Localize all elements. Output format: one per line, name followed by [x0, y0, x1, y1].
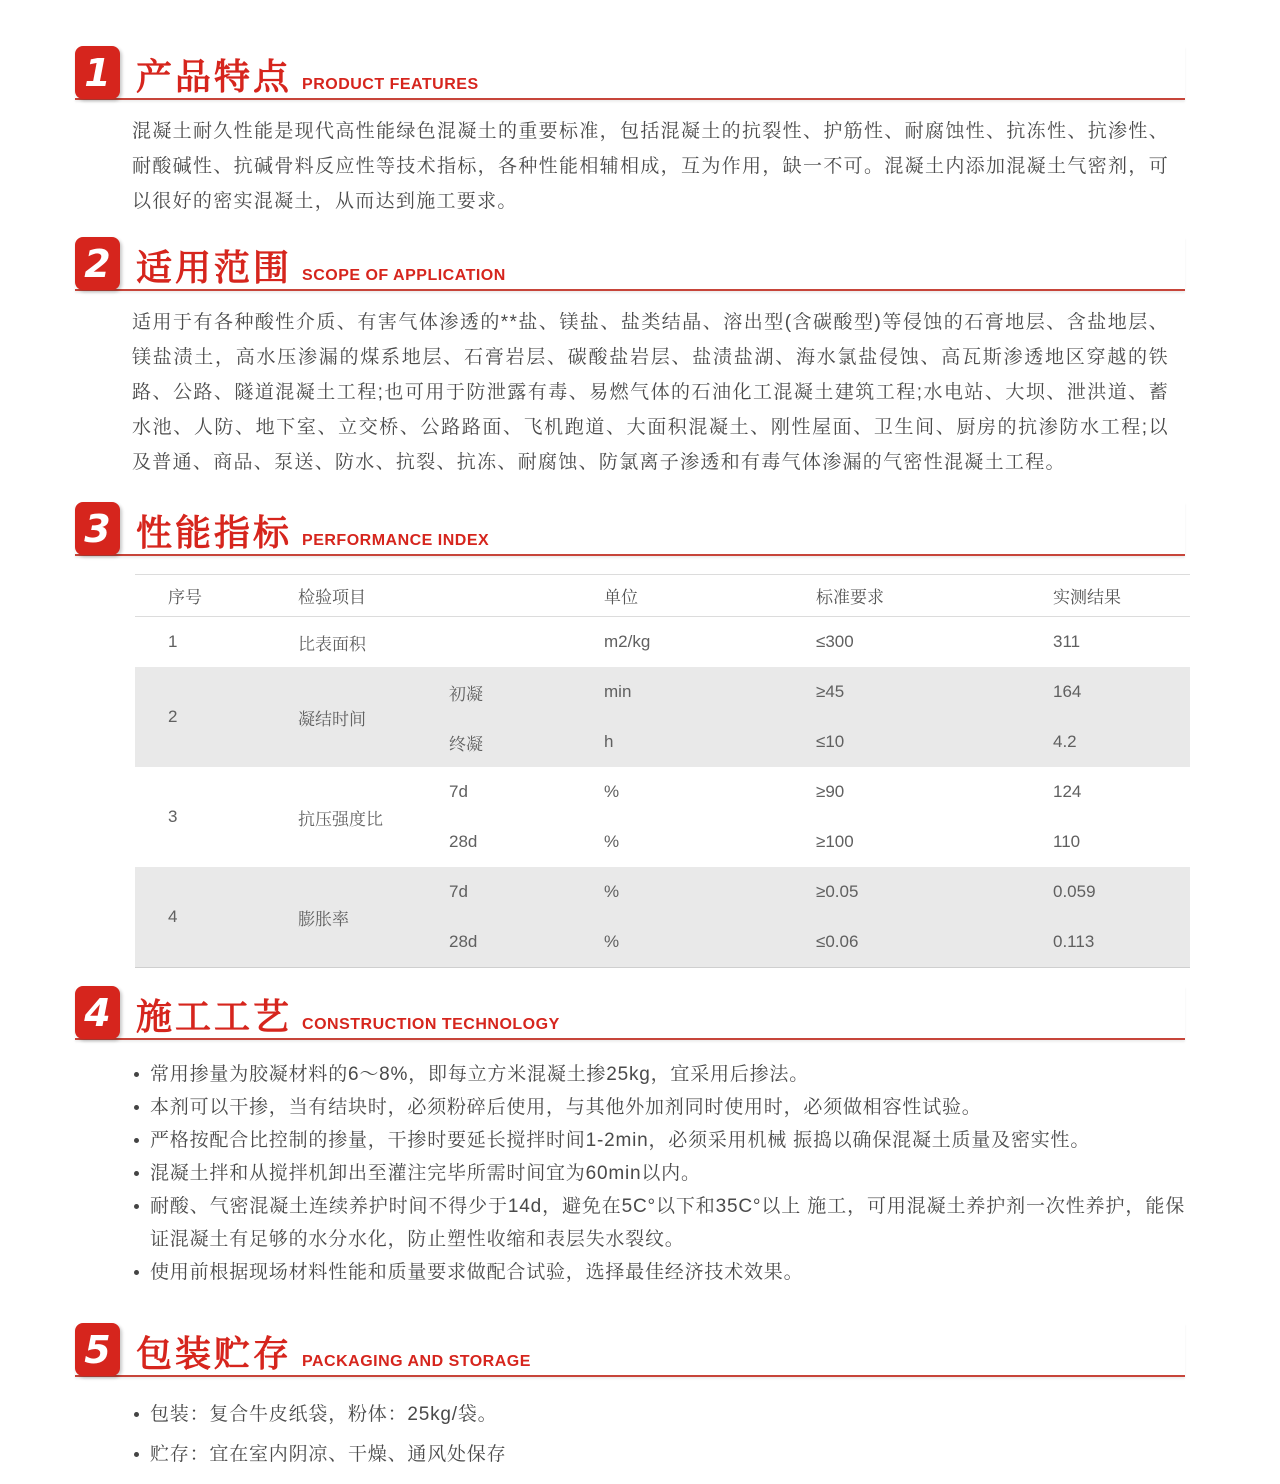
- cell-req: ≤0.06: [816, 932, 859, 951]
- bullet-icon: [134, 1072, 139, 1077]
- cell-no: 2: [168, 707, 178, 726]
- list-item: [134, 1256, 1185, 1289]
- cell-result: 164: [1053, 682, 1082, 701]
- section-subtitle: PRODUCT FEATURES: [302, 76, 479, 93]
- bullet-text: 本剂可以干掺，当有结块时，必须粉碎后使用，与其他外加剂同时使用时，必须做相容性试验。: [150, 1097, 982, 1118]
- cell-result: 110: [1053, 832, 1081, 851]
- table-row: [449, 617, 1190, 667]
- list-item: [134, 1157, 1185, 1190]
- table-row: [449, 717, 1190, 767]
- section-packaging-and-storage: [75, 1323, 1185, 1475]
- bullet-icon: [134, 1204, 139, 1209]
- section-header: [75, 237, 1185, 291]
- section-number-badge: 4: [75, 986, 120, 1039]
- section-title: 包装贮存: [136, 1333, 293, 1374]
- section-subtitle: SCOPE OF APPLICATION: [302, 267, 506, 284]
- bullet-icon: [134, 1452, 139, 1457]
- table-row: [449, 917, 1190, 967]
- list-item: [134, 1190, 1185, 1256]
- section-header: [75, 1323, 1185, 1377]
- table-row: [449, 867, 1190, 917]
- bullet-text: 使用前根据现场材料性能和质量要求做配合试验，选择最佳经济技术效果。: [150, 1262, 804, 1283]
- cell-unit: min: [604, 682, 632, 701]
- cell-result: 311: [1053, 632, 1081, 651]
- section-title: 适用范围: [136, 247, 293, 288]
- cell-sub: 28d: [449, 832, 478, 851]
- bullet-text: 严格按配合比控制的掺量，干掺时要延长搅拌时间1-2min，必须采用机械 振捣以确保混凝土质量及密实性。: [150, 1130, 1091, 1151]
- cell-no: 4: [168, 907, 178, 926]
- col-header-item: 检验项目: [298, 588, 366, 607]
- bullet-text: 耐酸、气密混凝土连续养护时间不得少于14d，避免在5C°以下和35C°以上 施工，可用混凝土养护剂一次性养护，能保证混凝土有足够的水分水化，防止塑性收缩和表层失水裂纹。: [150, 1196, 1185, 1250]
- table-header-row: [135, 575, 1190, 617]
- cell-req: ≥100: [816, 832, 854, 851]
- bullet-icon: [134, 1412, 139, 1417]
- section-subtitle: PERFORMANCE INDEX: [302, 532, 490, 549]
- section-header: [75, 46, 1185, 100]
- section-title: 性能指标: [136, 512, 293, 553]
- section-title: 施工工艺: [136, 996, 293, 1037]
- col-header-unit: 单位: [604, 588, 638, 607]
- list-item: [134, 1058, 1185, 1091]
- section-scope-of-application: [75, 237, 1185, 480]
- cell-unit: %: [604, 782, 620, 801]
- section-paragraph: 混凝土耐久性能是现代高性能绿色混凝土的重要标准，包括混凝土的抗裂性、护筋性、耐腐蚀性、抗冻性、抗渗性、耐酸碱性、抗碱骨料反应性等技术指标，各种性能相辅相成，互为作用，缺一不可。混凝土内添加混凝土气密剂，可以很好的密实混凝土，从而达到施工要求。: [132, 121, 1169, 212]
- section-subtitle: CONSTRUCTION TECHNOLOGY: [302, 1016, 560, 1033]
- cell-result: 124: [1053, 782, 1082, 801]
- section-paragraph: 适用于有各种酸性介质、有害气体渗透的**盐、镁盐、盐类结晶、溶出型(含碳酸型)等侵蚀的石膏地层、含盐地层、镁盐渍土，高水压渗漏的煤系地层、石膏岩层、碳酸盐岩层、盐渍盐湖、海水氯盐侵蚀、高瓦斯渗透地区穿越的铁路、公路、隧道混凝土工程;也可用于防泄露有毒、易燃气体的石油化工混凝土建筑工程;水电站、大坝、泄洪道、蓄水池、人防、地下室、立交桥、公路路面、飞机跑道、大面积混凝土、刚性屋面、卫生间、厨房的抗渗防水工程;以及普通、商品、泵送、防水、抗裂、抗冻、耐腐蚀、防氯离子渗透和有毒气体渗漏的气密性混凝土工程。: [132, 312, 1169, 473]
- section-construction-technology: [75, 986, 1185, 1289]
- bullet-text: 贮存：宜在室内阴凉、干燥、通风处保存: [150, 1444, 507, 1465]
- cell-no: 1: [168, 632, 178, 651]
- bullet-icon: [134, 1171, 139, 1176]
- table-group: [135, 617, 1190, 667]
- section-number-badge: 2: [75, 237, 120, 290]
- section-number-badge: 3: [75, 502, 120, 555]
- cell-item: 抗压强度比: [298, 809, 383, 829]
- bullet-list: [134, 1395, 1185, 1475]
- bullet-text: 混凝土拌和从搅拌机卸出至灌注完毕所需时间宜为60min以内。: [150, 1163, 701, 1184]
- cell-unit: %: [604, 932, 620, 951]
- table-group: [135, 867, 1190, 967]
- list-item: [134, 1435, 1185, 1475]
- cell-result: 4.2: [1053, 732, 1077, 751]
- cell-no: 3: [168, 807, 178, 826]
- cell-sub: 初凝: [449, 684, 483, 704]
- bullet-text: 包装：复合牛皮纸袋，粉体：25kg/袋。: [150, 1404, 498, 1425]
- section-performance-index: [75, 502, 1185, 968]
- cell-sub: 终凝: [449, 734, 483, 754]
- section-header: [75, 986, 1185, 1040]
- table-row: [449, 817, 1190, 867]
- cell-unit: %: [604, 882, 620, 901]
- col-header-no: 序号: [168, 588, 202, 607]
- cell-result: 0.059: [1053, 882, 1096, 901]
- bullet-icon: [134, 1105, 139, 1110]
- col-header-result: 实测结果: [1053, 588, 1121, 607]
- section-subtitle: PACKAGING AND STORAGE: [302, 1353, 531, 1370]
- section-header: [75, 502, 1185, 556]
- cell-result: 0.113: [1053, 932, 1095, 951]
- cell-req: ≤300: [816, 632, 854, 651]
- cell-item: 凝结时间: [298, 709, 366, 729]
- col-header-req: 标准要求: [816, 588, 884, 607]
- cell-unit: m2/kg: [604, 632, 651, 651]
- list-item: [134, 1091, 1185, 1124]
- bullet-list: [134, 1058, 1185, 1289]
- table-group: [135, 767, 1190, 867]
- bullet-text: 常用掺量为胶凝材料的6～8%，即每立方米混凝土掺25kg，宜采用后掺法。: [150, 1064, 810, 1085]
- bullet-icon: [134, 1138, 139, 1143]
- cell-req: ≤10: [816, 732, 845, 751]
- list-item: [134, 1395, 1185, 1435]
- cell-sub: 7d: [449, 782, 468, 801]
- cell-sub: 7d: [449, 882, 468, 901]
- list-item: [134, 1124, 1185, 1157]
- table-row: [449, 667, 1190, 717]
- cell-unit: %: [604, 832, 620, 851]
- section-product-features: [75, 46, 1185, 219]
- cell-sub: 28d: [449, 932, 478, 951]
- table-group: [135, 667, 1190, 767]
- cell-item: 膨胀率: [298, 909, 349, 929]
- table-row: [449, 767, 1190, 817]
- cell-req: ≥45: [816, 682, 845, 701]
- bullet-icon: [134, 1270, 139, 1275]
- cell-unit: h: [604, 732, 614, 751]
- section-title: 产品特点: [136, 56, 293, 97]
- section-number-badge: 1: [75, 46, 120, 99]
- cell-item: 比表面积: [298, 634, 366, 654]
- cell-req: ≥0.05: [816, 882, 859, 901]
- cell-req: ≥90: [816, 782, 845, 801]
- performance-table: [135, 574, 1190, 968]
- section-number-badge: 5: [75, 1323, 120, 1376]
